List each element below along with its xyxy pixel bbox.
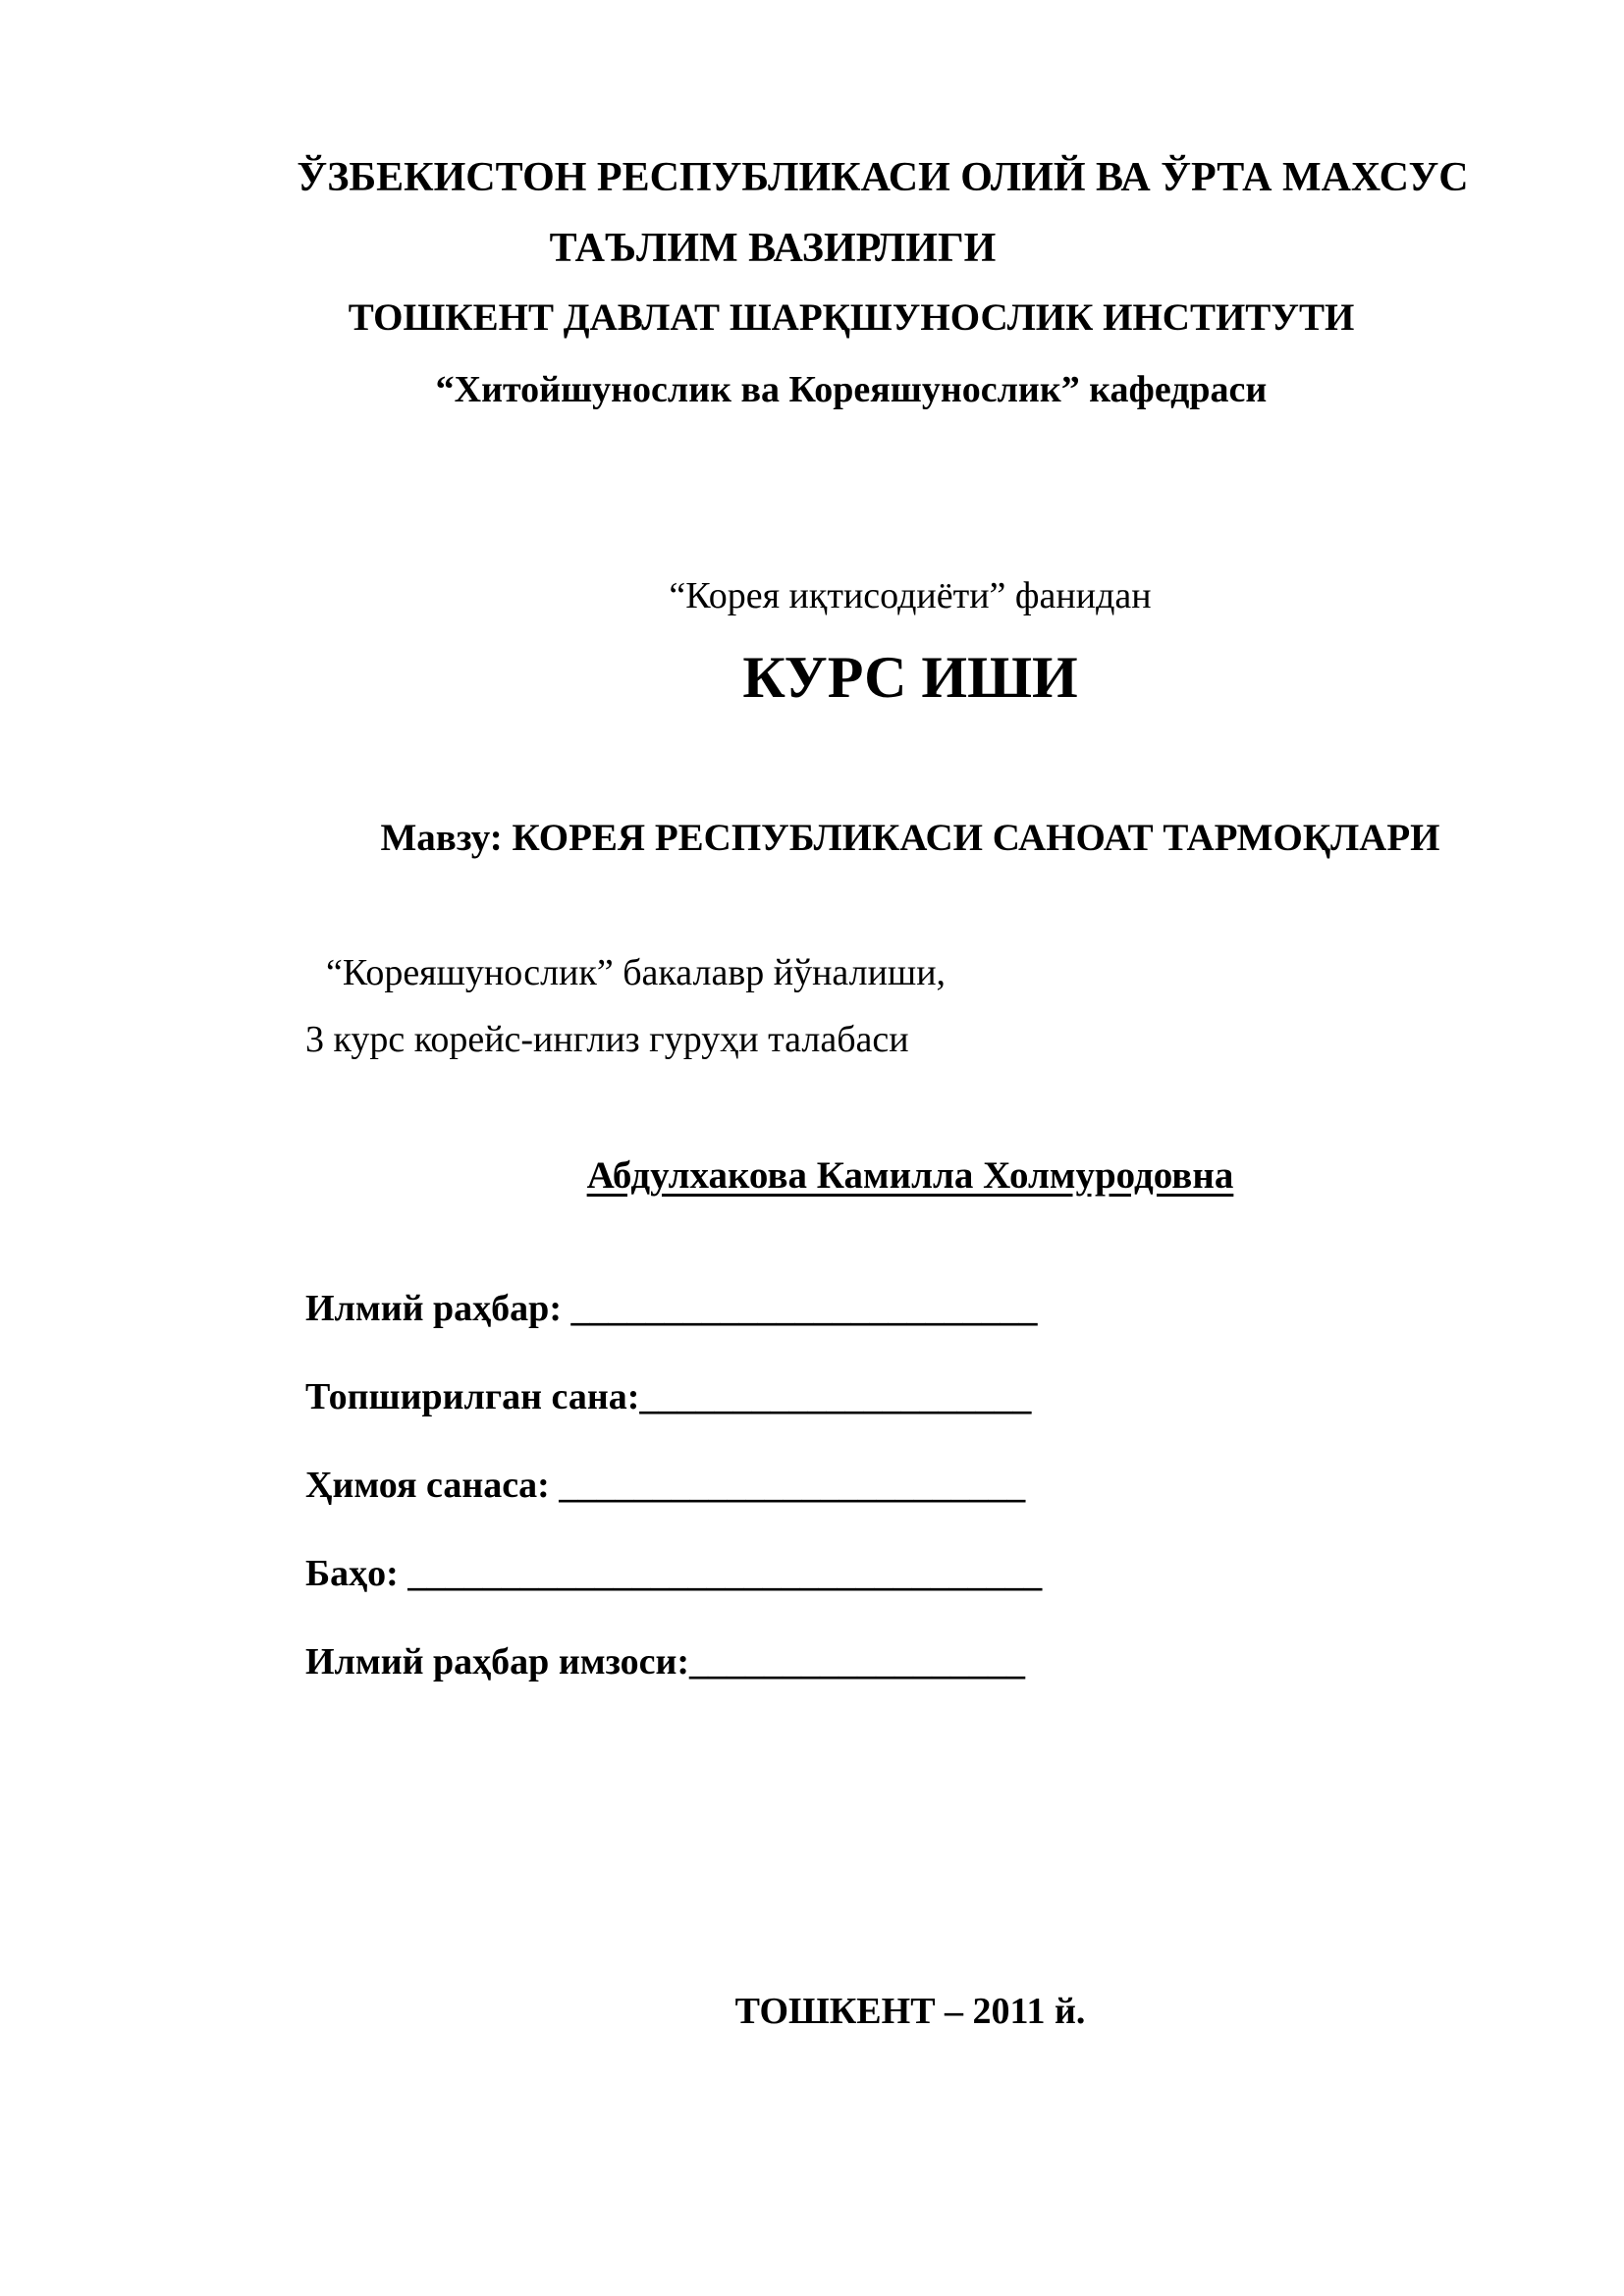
student-direction: “Кореяшунослик” бакалавр йўналиши, xyxy=(326,952,947,993)
student-name: Абдулхакова Камилла Холмуродовна xyxy=(586,1154,1234,1197)
city-year: ТОШКЕНТ – 2011 й. xyxy=(734,1991,1086,2032)
work-title: КУРС ИШИ xyxy=(742,645,1078,710)
ministry-line-1: ЎЗБЕКИСТОН РЕСПУБЛИКАСИ ОЛИЙ ВА ЎРТА МАХСУС xyxy=(297,155,1469,200)
field-supervisor: Илмий раҳбар: _________________________ xyxy=(305,1288,1038,1329)
ministry-line-2: ТАЪЛИМ ВАЗИРЛИГИ xyxy=(549,226,997,271)
department-name: “Хитойшунослик ва Кореяшунослик” кафедраси xyxy=(435,369,1268,410)
field-submission-date: Топширилган сана:_____________________ xyxy=(305,1376,1032,1417)
subject-line: “Корея иқтисодиёти” фанидан xyxy=(669,575,1152,616)
field-defense-date: Ҳимоя санаcа: _________________________ xyxy=(305,1465,1026,1506)
topic-line: Мавзу: КОРЕЯ РЕСПУБЛИКАСИ САНОАТ ТАРМОҚЛАРИ xyxy=(380,817,1440,859)
student-group: 3 курс корейс-инглиз гуруҳи талабаси xyxy=(305,1019,909,1060)
institute-name: ТОШКЕНТ ДАВЛАТ ШАРҚШУНОСЛИК ИНСТИТУТИ xyxy=(348,296,1355,339)
field-grade: Баҳо: __________________________________ xyxy=(305,1553,1043,1594)
field-supervisor-signature: Илмий раҳбар имзоси:__________________ xyxy=(305,1641,1026,1682)
